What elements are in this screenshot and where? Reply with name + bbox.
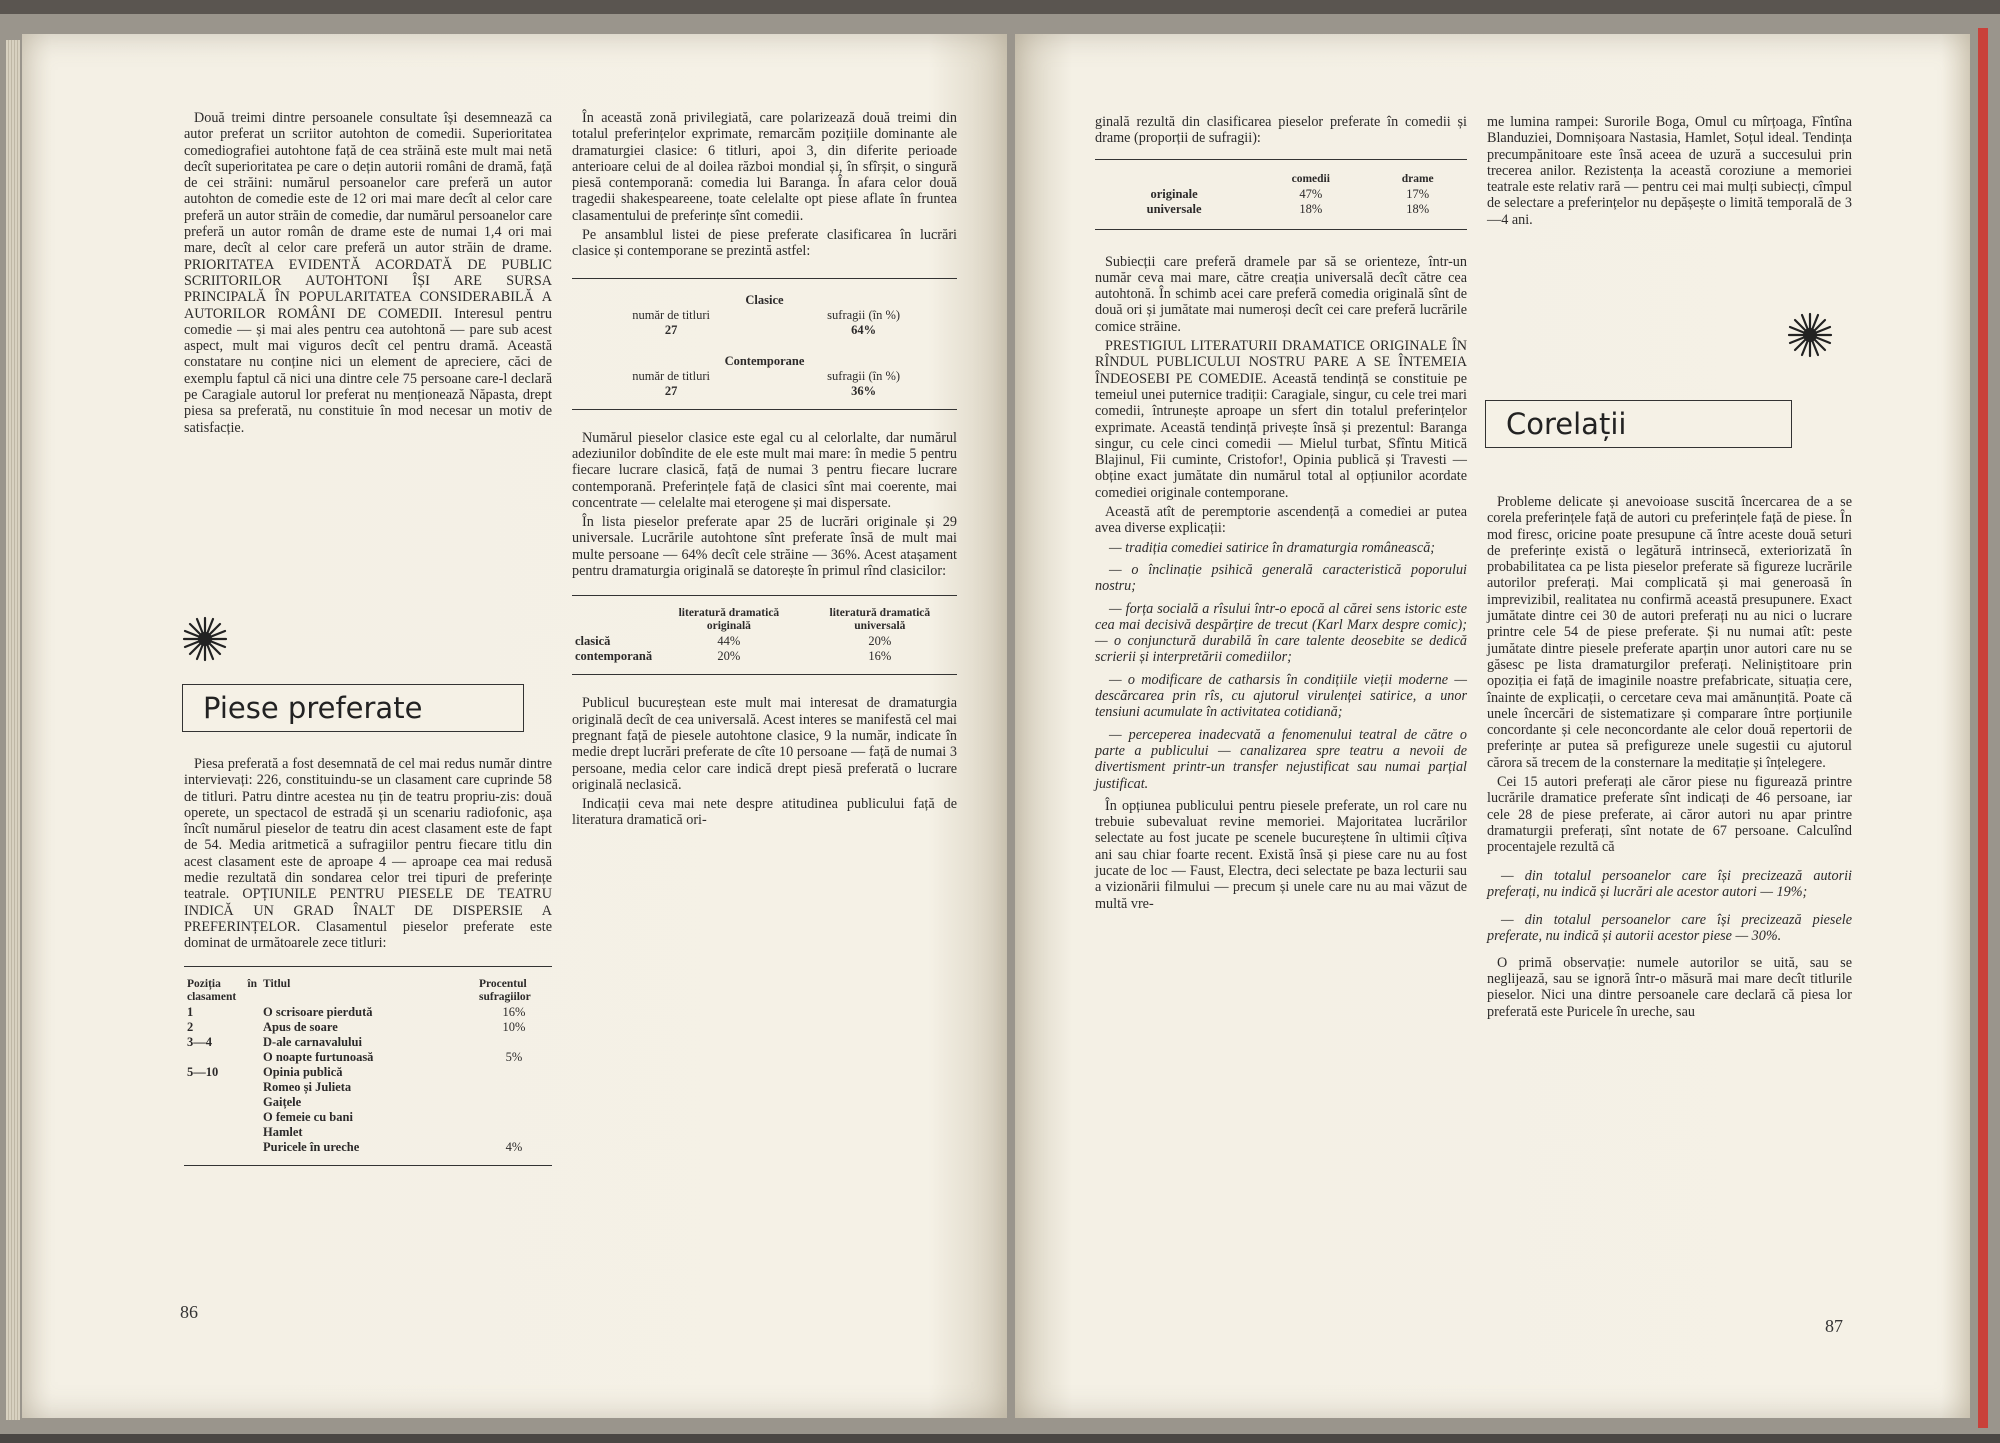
paragraph: me lumina rampei: Surorile Boga, Omul cu mîrțoaga, Fîntîna Blanduziei, Domnișoara Nastasia, Hamlet, Soțul ideal. Tendința precumpănitoare este însă aceea de uzură a succesului prin trecerea anilor. Rezistența la această coroziune a memoriei teatrale este relativ rară — pentru cei mai mulți subiecți, cîmpul de selectare a preferințelor nu depășește o limită temporală de 3—4 ani. <box>1487 114 1852 228</box>
table-cell <box>184 1080 260 1095</box>
list-item: — tradiția comediei satirice în dramaturgia românească; <box>1109 539 1436 556</box>
left-col1-paragraph-2: Piesa preferată a fost desemnată de cel mai redus număr dintre intervievați: 226, constituindu-se un clasament care cuprinde 58 de titluri. Patru dintre acestea nu țin de teatru propriu-zis: două operete, un spectacol de estradă și un scenariu radiofonic, așa încît numărul pieselor de teatru din acest clasament este de fapt de 54. Media aritmetică a sufragiilor pentru fiecare titlu din acest clasament este de aproape 4 — aproape cea mai redusă medie rezultată din sondarea celor trei tipuri de preferințe teatrale. OPȚIUNILE PENTRU PIESELE DE TEATRU INDICĂ UN GRAD ÎNALT DE DISPERSIE A PREFERINȚELOR. Clasamentul pieselor preferate este dominat de următoarele zece titluri: <box>184 756 552 952</box>
table-cell: 5% <box>505 1049 523 1064</box>
page-number: 86 <box>180 1302 198 1322</box>
table-cell: 36% <box>851 383 877 398</box>
right-col-1 <box>1095 114 1467 915</box>
paragraph: În lista pieselor preferate apar 25 de lucrări originale și 29 universale. Lucrările autohtone sînt preferate însă de mult mai multe persoane — 64% decît cele străine — 36%. Acest atașament pentru dramaturgia originală se datorește în primul rînd clasicilor: <box>572 514 957 580</box>
top-ten-table <box>184 977 552 1155</box>
paragraph: O primă observație: numele autorilor se uită, sau se neglijează, sau se ignoră într-o măsură mai mare decît titlurile pieselor. Nici una dintre persoanele care declară că piesa lor preferată este Puricele în ureche, sau <box>1487 954 1852 1020</box>
heading-piese-preferate: Piese preferate <box>182 684 524 732</box>
table-cell <box>476 1065 552 1080</box>
table-cell: 27 <box>664 322 678 337</box>
right-col-2 <box>1487 114 1852 231</box>
right-page <box>1015 34 1970 1418</box>
paragraph: Publicul bucureștean este mult mai interesat de dramaturgia originală decît de cea universală. Acest interes se manifestă cel mai pregnant față de piesele autohtone clasice, 9 la număr, indicate în medie drept lucrări preferate de cîte 10 persoane — față de numai 3 persoane, media celor care indică drept piesă preferată o lucrare originală neclasică. <box>572 695 957 793</box>
table-header: Procentul sufragiilor <box>479 977 531 1003</box>
clasice-table <box>572 293 957 399</box>
table-cell: 18% <box>1406 201 1430 216</box>
table-cell <box>476 1095 552 1110</box>
table-cell: Puricele în ureche <box>263 1139 360 1154</box>
table-cell <box>476 1080 552 1095</box>
table-header: comedii <box>1291 172 1330 185</box>
table-cell: 16% <box>868 649 892 664</box>
table-header: Poziția în clasament <box>187 977 257 1003</box>
table-rule <box>572 409 957 410</box>
table-cell <box>476 1035 552 1050</box>
list-item: — perceperea inadecvată a fenomenului teatral de către o parte a publicului — canalizarea spre teatru a nevoii de divertisment printr-un transfer nejustificat sau numai parțial justificat. <box>1095 726 1467 792</box>
table-cell: clasică <box>575 634 611 649</box>
table-rule <box>572 278 957 279</box>
list-item: — din totalul persoanelor care își precizează autorii preferați, nu indică și lucrări ale acestor autori — 19%; <box>1487 867 1852 900</box>
table-cell <box>184 1050 260 1065</box>
paragraph: Numărul pieselor clasice este egal cu al celorlalte, dar numărul adeziunilor dobîndite de ele este mult mai mare: în medie 5 pentru fiecare lucrare clasică, față de numai 3 pentru fiecare lucrare contemporană. Preferințele față de clasici sînt mai coerente, mai concentrate — celelalte mai eterogene și mai dispersate. <box>572 429 957 511</box>
list-item: — o înclinație psihică generală caracteristică poporului nostru; <box>1095 561 1467 595</box>
table-rule <box>184 966 552 967</box>
left-col-1b <box>184 756 552 1176</box>
table-rule <box>184 1165 552 1166</box>
literatura-table <box>572 606 957 664</box>
table-cell: O noapte furtunoasă <box>263 1049 374 1064</box>
table-rule <box>1095 159 1467 160</box>
left-col1-paragraph: Două treimi dintre persoanele consultate își desemnează ca autor preferat un scriitor autohton de comedii. Superioritatea comediografiei autohtone față de cea străină este mult mai netă decît superioritatea pe care o dețin autorii români de dramă, față de cei străini: numărul persoanelor care preferă un autor autohton de comedie este de 12 ori mai mare decît al celor care preferă un autor străin de comedie, dar numărul persoanelor care preferă un autor român de drame este de numai 1,4 ori mai mare, decît al celor care preferă un autor străin de drame. PRIORITATEA EVIDENTĂ ACORDATĂ DE PUBLIC SCRIITORILOR AUTOHTONI ÎȘI ARE SURSA PRINCIPALĂ ÎN POPULARITATEA CONSIDERABILĂ A AUTORILOR ROMÂNI DE COMEDII. Interesul pentru comedie — și mai ales pentru cea autohtonă — pare sub acest aspect, mult mai viguros decît cel pentru dramă. Această constatare nu conține nici un element de apreciere, căci de exemplu faptul că nici una dintre cele 75 persoane care-l declară pe Caragiale autorul lor preferat nu menționează Năpasta, drept piesa sa preferată, nu constituie în mod necesar un motiv de satisfacție. <box>184 110 552 436</box>
table-rule <box>572 595 957 596</box>
table-cell <box>184 1125 260 1140</box>
table-header: număr de titluri <box>632 368 710 383</box>
table-cell: 27 <box>664 383 678 398</box>
table-cell: universale <box>1146 201 1202 216</box>
table-header: drame <box>1401 172 1434 185</box>
table-cell: Opinia publică <box>263 1064 343 1079</box>
table-cell: O femeie cu bani <box>263 1109 353 1124</box>
table-cell: 16% <box>502 1004 526 1019</box>
table-cell: D-ale carnavalului <box>263 1034 362 1049</box>
table-cell: Apus de soare <box>263 1019 338 1034</box>
table-cell: Romeo și Julieta <box>263 1079 352 1094</box>
table-header: literatură dramatică originală <box>678 607 780 633</box>
table-cell: originale <box>1150 186 1198 201</box>
paragraph: Probleme delicate și anevoioase suscită încercarea de a se corela preferințele față de autori cu preferințele față de piese. În mod firesc, oricine poate presupune că între aceste două seturi de preferințe există o legătură intrinsecă, exteriorizată în probabilitatea ca pe lista pieselor preferate să figureze lucrările autorilor preferați. Mai complicată și mai generoasă în imprevizibil, realitatea nu confirmă această presupunere. Exact jumătate dintre cei 30 de autori preferați nu au nici o lucrare printre cele 54 de piese preferate. Și nu numai atît: peste jumătate dintre piesele preferate aparțin unor autori care nu se găsesc pe lista dramaturgilor preferați. Neliniștitoare prin opoziția ei față de imaginile noastre prefabricate, situația cere, înainte de explicații, o cercetare ceva mai amănunțită. Poate că unele încercări de sistematizare și comparare între porțiunile concordante și cele neconcordante ale celor două repertorii de preferințe ar putea să prefigureze unele sugestii cu ajutorul cărora să trecem de la consternare la meditație și înțelegere. <box>1487 494 1852 771</box>
list-item: — forța socială a rîsului într-o epocă al cărei sens istoric este cea mai decisivă despărțire de trecut (Karl Marx despre comic); — o conjunctură durabilă în care talente deosebite se dedică scrierii și interpretării comediilor; <box>1095 600 1467 666</box>
paragraph: ginală rezultă din clasificarea pieselor preferate în comedii și drame (proporții de sufragii): <box>1095 114 1467 147</box>
star-ornament-icon <box>1785 310 1835 360</box>
table-cell: 64% <box>851 322 877 337</box>
paragraph: PRESTIGIUL LITERATURII DRAMATICE ORIGINALE ÎN RÎNDUL PUBLICULUI NOSTRU PARE A SE ÎNTEMEIA ÎNDEOSEBI PE COMEDIE. Această tendință se constituie pe temeiul unei puternice tradiții: Caragiale, singur, cu cele trei mari comedii, întrunește aproape un sfert din totalul preferințelor exprimate. Această tendință privește însă și prezentul: Baranga singur, cu cele cinci comedii — Mielul turbat, Sfîntu Mitică Blajinul, Fii cuminte, Cristofor!, Opinia publică și Travesti — obține exact jumătate din numărul total al opțiunilor acordate comediei originale contemporane. <box>1095 338 1467 501</box>
table-header: Titlul <box>263 977 291 990</box>
paragraph: Pe ansamblul listei de piese preferate clasificarea în lucrări clasice și contemporane se prezintă astfel: <box>572 227 957 260</box>
table-cell <box>184 1095 260 1110</box>
left-col-1 <box>184 110 552 439</box>
table-cell: 44% <box>717 634 741 649</box>
table-cell <box>184 1110 260 1125</box>
table-header: număr de titluri <box>632 307 710 322</box>
table-title: Contemporane <box>724 353 805 368</box>
page-edges <box>6 40 20 1420</box>
table-header: sufragii (în %) <box>827 368 901 383</box>
red-cover-edge <box>1978 28 1988 1428</box>
comedii-table <box>1095 172 1467 217</box>
table-cell <box>476 1125 552 1140</box>
table-cell: 1 <box>187 1004 194 1019</box>
paragraph: În opțiunea publicului pentru piesele preferate, un rol care nu trebuie subevaluat revine memoriei. Majoritatea lucrărilor selectate au fost jucate pe scenele bucureștene în ultimii cîțiva ani sau chiar foarte recent. Există însă și piese care nu au fost jucate de loc — Faust, Electra, deci selectate pe baza lecturii sau a vizionării filmului — precum și unele care nu au mai văzut de multă vre- <box>1095 797 1467 912</box>
table-cell: Hamlet <box>263 1124 303 1139</box>
paragraph: În această zonă privilegiată, care polarizează două treimi din totalul preferințelor exprimate, remarcăm pozițiile dominante ale dramaturgiei clasice: 6 titluri, apoi 3, din diferite perioade anterioare celui de al doilea război mondial și, în sfîrșit, o singură piesă contemporană: comedia lui Baranga. În afara celor două tragedii shakespeareene, toate celelalte opt piese aflate în fruntea clasamentului de preferințe sînt comedii. <box>572 110 957 224</box>
paragraph: Subiecții care preferă dramele par să se orienteze, într-un număr ceva mai mare, către creația universală decît către cea autohtonă. În schimb acei care preferă comedia originală sînt de două ori și jumătate mai numeroși decît cei care preferă lucrările comice străine. <box>1095 253 1467 335</box>
left-col-2 <box>572 110 957 832</box>
table-cell: Gaițele <box>263 1094 302 1109</box>
table-cell: 5—10 <box>187 1064 219 1079</box>
table-title: Clasice <box>745 292 784 307</box>
page-number: 87 <box>1825 1316 1843 1336</box>
table-cell: 20% <box>868 634 892 649</box>
table-cell: 3—4 <box>187 1034 212 1049</box>
table-cell: 2 <box>187 1019 194 1034</box>
paragraph: Această atît de peremptorie ascendență a comediei ar putea avea diverse explicații: <box>1095 504 1467 537</box>
table-cell: 18% <box>1299 201 1323 216</box>
table-cell <box>184 1140 260 1155</box>
table-cell: O scrisoare pierdută <box>263 1004 373 1019</box>
list-item: — o modificare de catharsis în condițiile vieții moderne — descărcarea prin rîs, cu ajutorul virulenței satirice, a unor tensiuni acumulate în activitatea cotidiană; <box>1095 671 1467 721</box>
table-cell: 4% <box>505 1139 523 1154</box>
paragraph: Cei 15 autori preferați ale căror piese nu figurează printre lucrările dramatice preferate sînt indicați de 46 persoane, iar cele 28 de piese preferate, ai căror autori nu apar printre dramaturgii preferați, sînt notate de 67 persoane. Calculînd procentajele rezultă că <box>1487 774 1852 856</box>
table-rule <box>1095 229 1467 230</box>
star-ornament-icon <box>180 614 230 664</box>
table-cell <box>476 1110 552 1125</box>
table-cell: 10% <box>502 1019 526 1034</box>
heading-corelatii: Corelații <box>1485 400 1792 448</box>
table-rule <box>572 674 957 675</box>
table-cell: 20% <box>717 649 741 664</box>
table-header: literatură dramatică universală <box>829 607 931 633</box>
list-item: — din totalul persoanelor care își precizează piesele preferate, nu indică și autorii acestor piese — 30%. <box>1487 912 1852 945</box>
table-cell: 47% <box>1299 186 1323 201</box>
paragraph: Indicații ceva mai nete despre atitudinea publicului față de literatura dramatică ori- <box>572 796 957 829</box>
table-cell: 17% <box>1406 186 1430 201</box>
table-cell: contemporană <box>575 649 653 664</box>
right-col-2b <box>1487 494 1852 1023</box>
left-page <box>22 34 1007 1418</box>
table-header: sufragii (în %) <box>827 307 901 322</box>
